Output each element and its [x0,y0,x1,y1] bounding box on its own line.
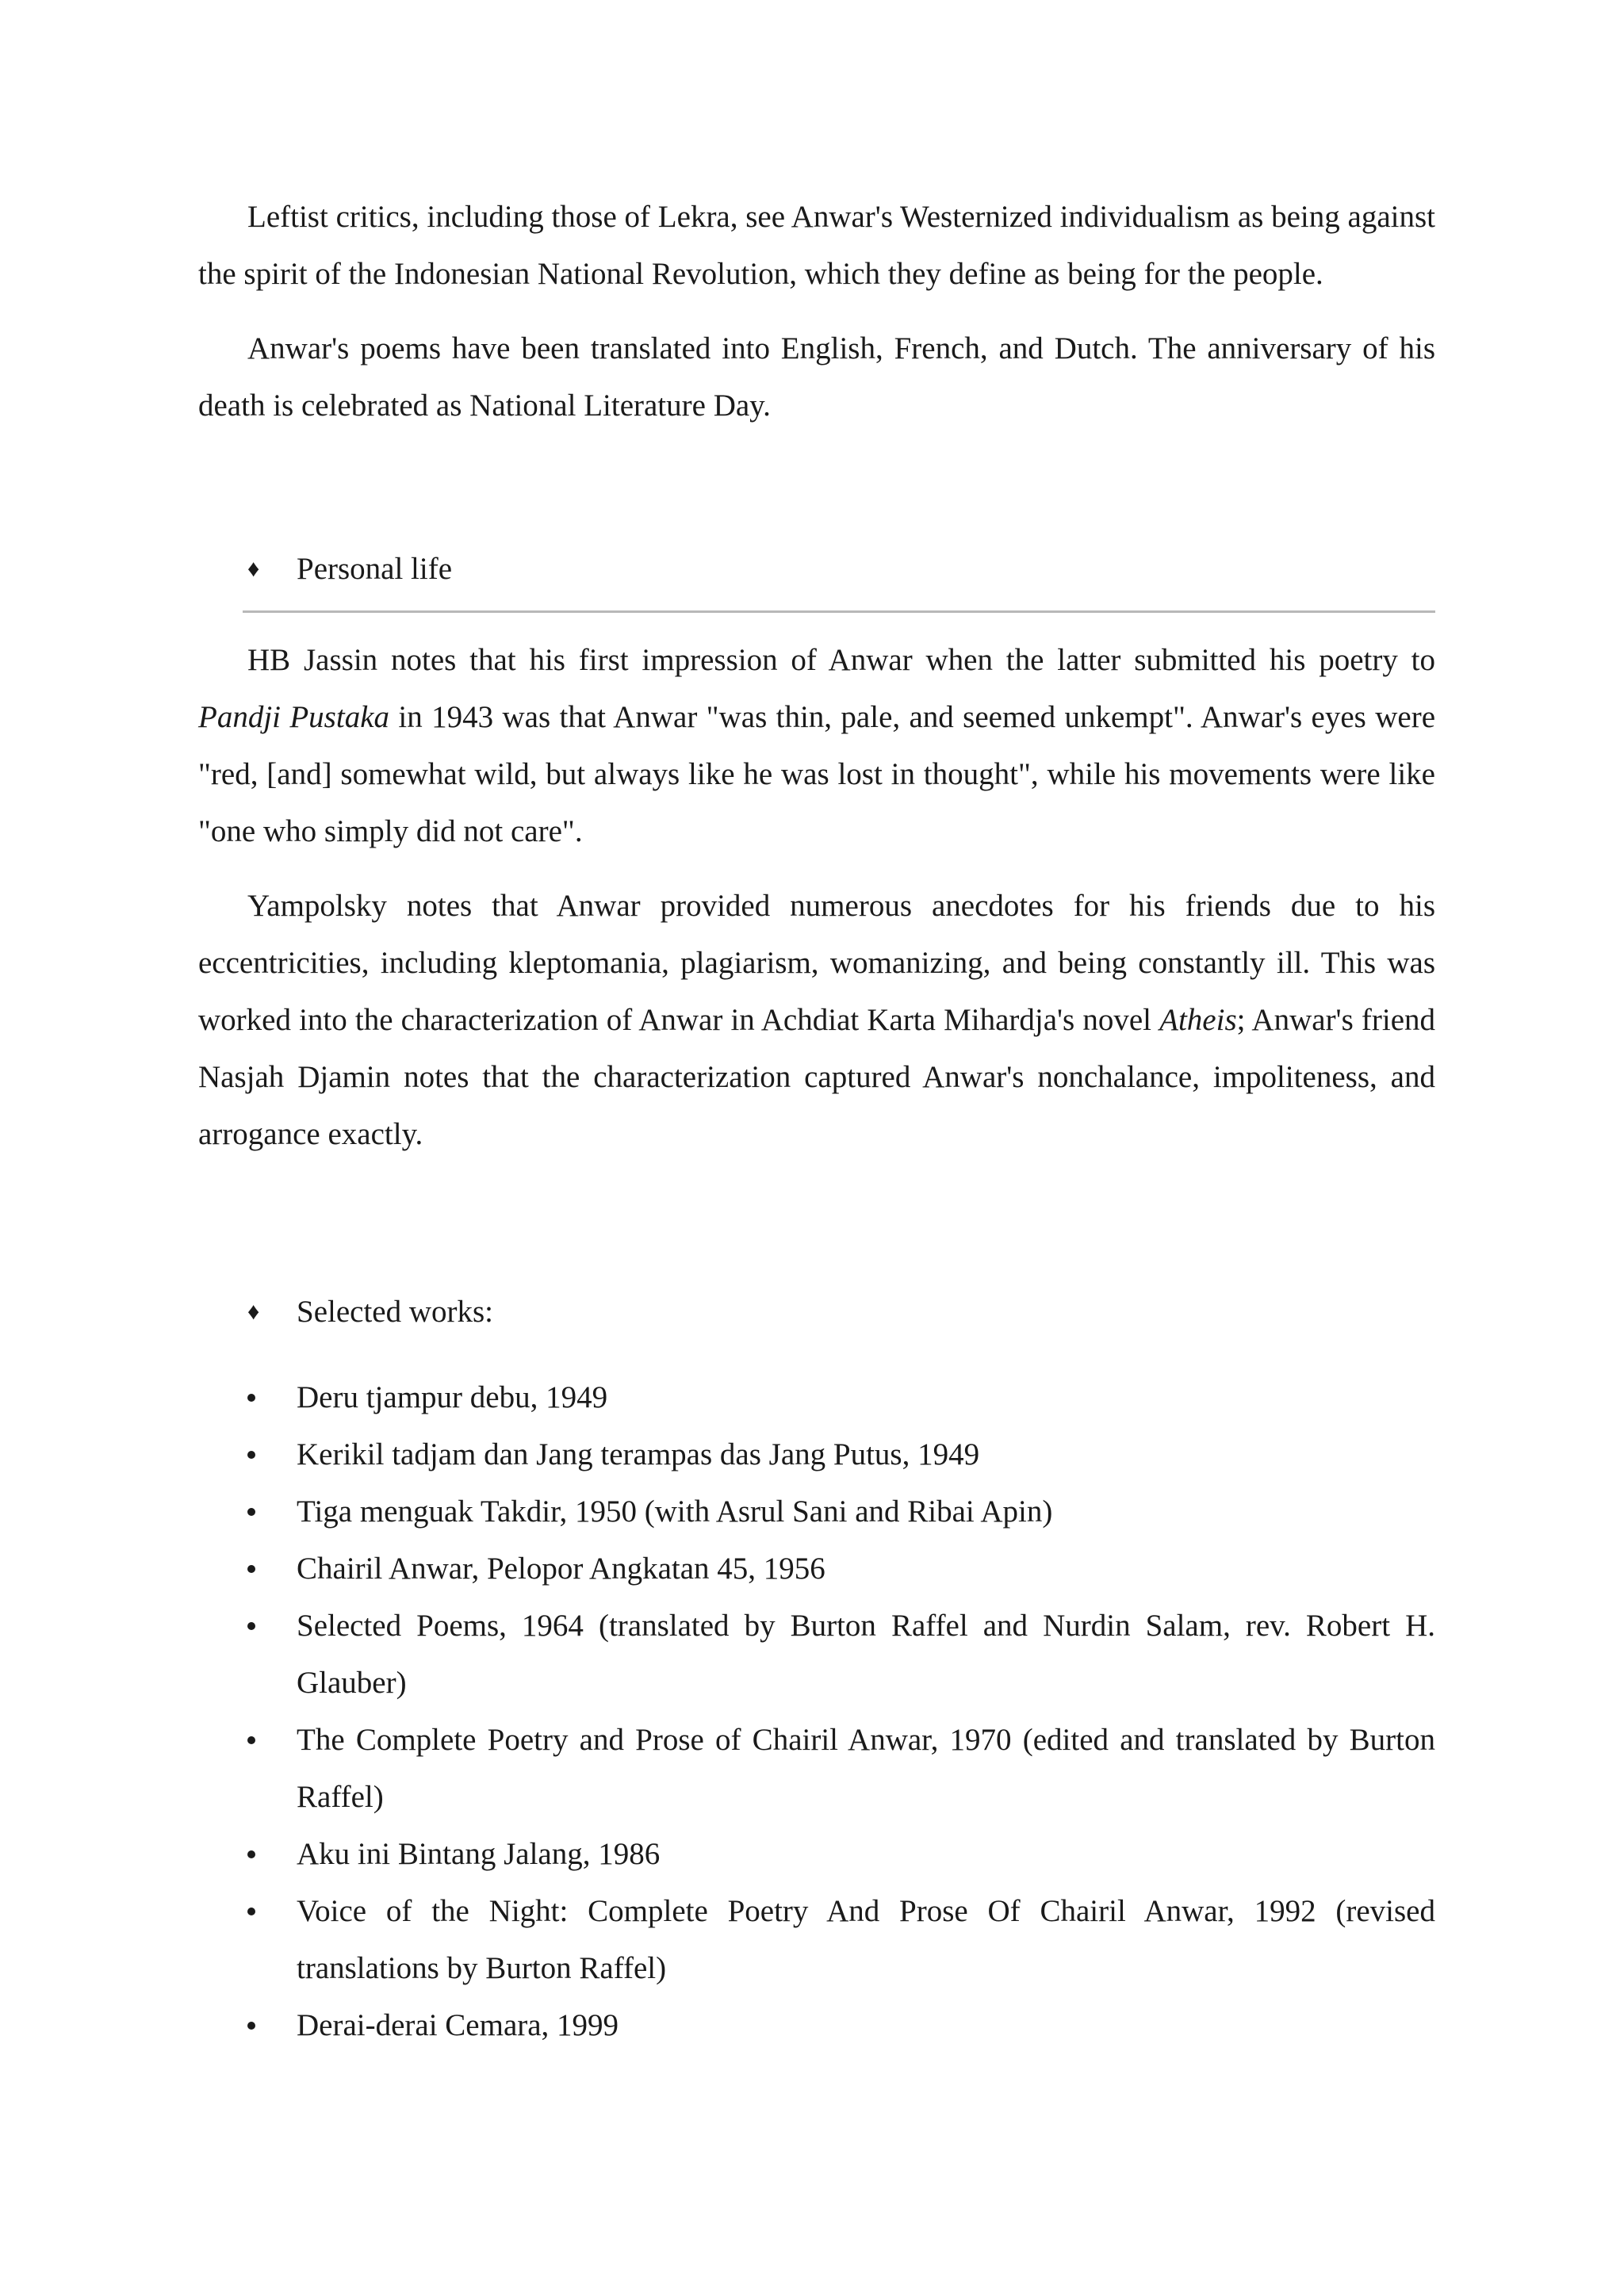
list-item [198,1426,1435,1483]
paragraph-text: in 1943 was that Anwar "was thin, pale, and seemed unkempt". Anwar's eyes were "red, [and] somewhat wild, but always like he was lost in thought", while his movements were like "one who simply did not care". [198,700,1436,848]
bullet-dot-icon [247,1622,255,1630]
paragraph-yampolsky [198,878,1435,1163]
section-heading-label: Personal life [297,552,453,586]
section-heading-personal-life [247,545,1435,593]
list-item [198,1540,1435,1598]
list-item-text: Chairil Anwar, Pelopor Angkatan 45, 1956 [297,1552,825,1586]
list-item-text: Voice of the Night: Complete Poetry And Prose Of Chairil Anwar, 1992 (revised translations by Burton Raffel) [297,1894,1435,1985]
list-item [198,1712,1435,1826]
paragraph-jassin [198,632,1435,860]
diamond-bullet-icon: ♦ [247,556,260,582]
bullet-dot-icon [247,1565,255,1573]
paragraph-text: HB Jassin notes that his first impression of Anwar when the latter submitted his poetry to [247,643,1435,677]
list-item-text: Deru tjampur debu, 1949 [297,1380,608,1414]
document-page [198,189,1435,2054]
bullet-dot-icon [247,1850,255,1858]
list-item [198,1997,1435,2054]
italic-title-atheis: Atheis [1159,1003,1237,1037]
bullet-dot-icon [247,1736,255,1744]
list-item-text: Kerikil tadjam dan Jang terampas das Jang Putus, 1949 [297,1437,980,1471]
bullet-dot-icon [247,1508,255,1516]
paragraph-text: ; Anwar's friend Nasjah Djamin notes that the characterization captured Anwar's nonchalance, impoliteness, and arrogance exactly. [198,1003,1436,1151]
paragraph-leftist-critics: Leftist critics, including those of Lekra, see Anwar's Westernized individualism as being against the spirit of the Indonesian National Revolution, which they define as being for the people. [198,200,1435,291]
list-item-text: Tiga menguak Takdir, 1950 (with Asrul Sani and Ribai Apin) [297,1494,1053,1529]
section-heading-label: Selected works: [297,1295,494,1329]
list-item [198,1483,1435,1540]
section-divider [243,610,1435,613]
list-item [198,1369,1435,1426]
paragraph-translations: Anwar's poems have been translated into English, French, and Dutch. The anniversary of his death is celebrated as National Literature Day. [198,331,1435,423]
list-item-text: Selected Poems, 1964 (translated by Burton Raffel and Nurdin Salam, rev. Robert H. Glauber) [297,1609,1435,1700]
bullet-dot-icon [247,1394,255,1402]
bullet-dot-icon [247,1908,255,1915]
italic-title-pandji-pustaka: Pandji Pustaka [198,700,390,734]
works-list [198,1369,1435,2054]
list-item-text: The Complete Poetry and Prose of Chairil Anwar, 1970 (edited and translated by Burton Raffel) [297,1723,1435,1814]
list-item [198,1598,1435,1712]
list-item-text: Derai-derai Cemara, 1999 [297,2008,619,2042]
bullet-dot-icon [247,2022,255,2030]
list-item [198,1826,1435,1883]
paragraph-text: Yampolsky notes that Anwar provided numerous anecdotes for his friends due to his eccentricities, including kleptomania, plagiarism, womanizing, and being constantly ill. This was worked into the characterization of Anwar in Achdiat Karta Mihardja's novel [198,889,1435,1037]
list-item-text: Aku ini Bintang Jalang, 1986 [297,1837,661,1871]
list-item [198,1883,1435,1997]
bullet-dot-icon [247,1451,255,1459]
diamond-bullet-icon: ♦ [247,1299,260,1325]
section-heading-selected-works [247,1288,1435,1336]
